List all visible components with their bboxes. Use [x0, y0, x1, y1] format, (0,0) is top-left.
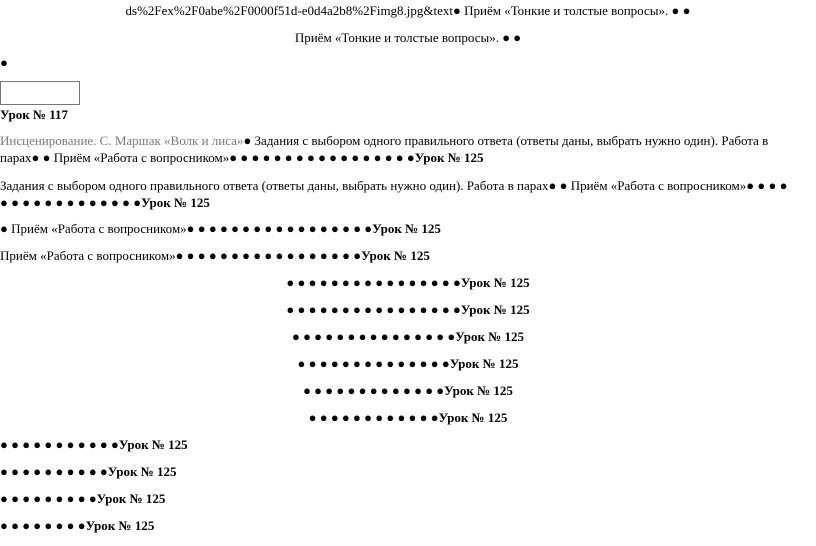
centered-line [0, 302, 816, 317]
text-input-box[interactable] [0, 81, 80, 105]
lesson-label: Урок № 125 [85, 518, 155, 533]
header-line-1: ds%2Fex%2F0abe%2F0000f51d-e0d4a2b8%2Fimg8.jpg&text● Приём «Тонкие и толстые вопросы». ● ● [125, 3, 691, 18]
left-line [0, 464, 177, 479]
paragraph-3-text: ● Приём «Работа с вопросником»● ● ● ● ● ● ● ● ● ● ● ● ● ● ● ● ● [0, 221, 373, 236]
bullet: ● [0, 55, 8, 70]
dots: ● ● ● ● ● ● ● ● ● ● ● ● ● ● [297, 356, 450, 371]
dots: ● ● ● ● ● ● ● ● [0, 518, 86, 533]
dots: ● ● ● ● ● ● ● ● ● [0, 491, 97, 506]
lesson-label: Урок № 125 [444, 383, 513, 398]
centered-line [0, 329, 816, 344]
dots: ● ● ● ● ● ● ● ● ● ● ● ● ● ● ● ● [286, 302, 461, 317]
paragraph-3-lesson: Урок № 125 [372, 221, 441, 236]
dots: ● ● ● ● ● ● ● ● ● ● ● ● ● ● ● [291, 329, 456, 344]
left-line [0, 437, 188, 452]
dots: ● ● ● ● ● ● ● ● ● ● ● ● ● ● ● ● [286, 275, 461, 290]
centered-line [0, 410, 816, 425]
left-line [0, 491, 165, 506]
paragraph-4 [0, 248, 430, 263]
paragraph-2-text: Задания с выбором одного правильного ответа (ответы даны, выбрать нужно один). Работа в парах● ● Приём «Работа с вопросником»● ● ● ● ● ● ● ● ● ● ● ● ● ● ● ● ● [0, 178, 788, 210]
lesson-label: Урок № 125 [438, 410, 508, 425]
lesson-label: Урок № 125 [118, 437, 188, 452]
lesson-label: Урок № 125 [460, 302, 530, 317]
lesson-label: Урок № 125 [96, 491, 166, 506]
left-line [0, 518, 154, 533]
dots: ● ● ● ● ● ● ● ● ● ● ● [0, 437, 119, 452]
lesson-117-heading: Урок № 117 [0, 107, 69, 122]
lesson-label: Урок № 125 [107, 464, 177, 479]
lesson-label: Урок № 125 [460, 275, 530, 290]
lesson-label: Урок № 125 [449, 356, 519, 371]
paragraph-1-lesson: Урок № 125 [414, 150, 484, 165]
paragraph-2 [0, 177, 790, 211]
paragraph-2-lesson: Урок № 125 [141, 195, 210, 210]
paragraph-4-text: Приём «Работа с вопросником»● ● ● ● ● ● ● ● ● ● ● ● ● ● ● ● ● [0, 248, 362, 263]
centered-line [0, 356, 816, 371]
paragraph-1-text: ● Задания с выбором одного правильного ответа (ответы даны, выбрать нужно один). Работа в парах● ● Приём «Работа с вопросником»● ● ● ● ● ● ● ● ● ● ● ● ● ● ● ● ● [0, 133, 769, 165]
header-line-2: Приём «Тонкие и толстые вопросы». ● ● [294, 30, 522, 45]
paragraph-4-lesson: Урок № 125 [361, 248, 430, 263]
dots: ● ● ● ● ● ● ● ● ● ● ● ● ● [303, 383, 445, 398]
paragraph-1 [0, 132, 790, 166]
lesson-label: Урок № 125 [455, 329, 525, 344]
dots: ● ● ● ● ● ● ● ● ● ● ● ● [308, 410, 439, 425]
centered-line [0, 383, 816, 398]
dots: ● ● ● ● ● ● ● ● ● ● [0, 464, 108, 479]
centered-line [0, 275, 816, 290]
paragraph-3 [0, 221, 441, 236]
paragraph-1-gray-text: Инсценирование. С. Маршак «Волк и лиса» [0, 133, 244, 148]
